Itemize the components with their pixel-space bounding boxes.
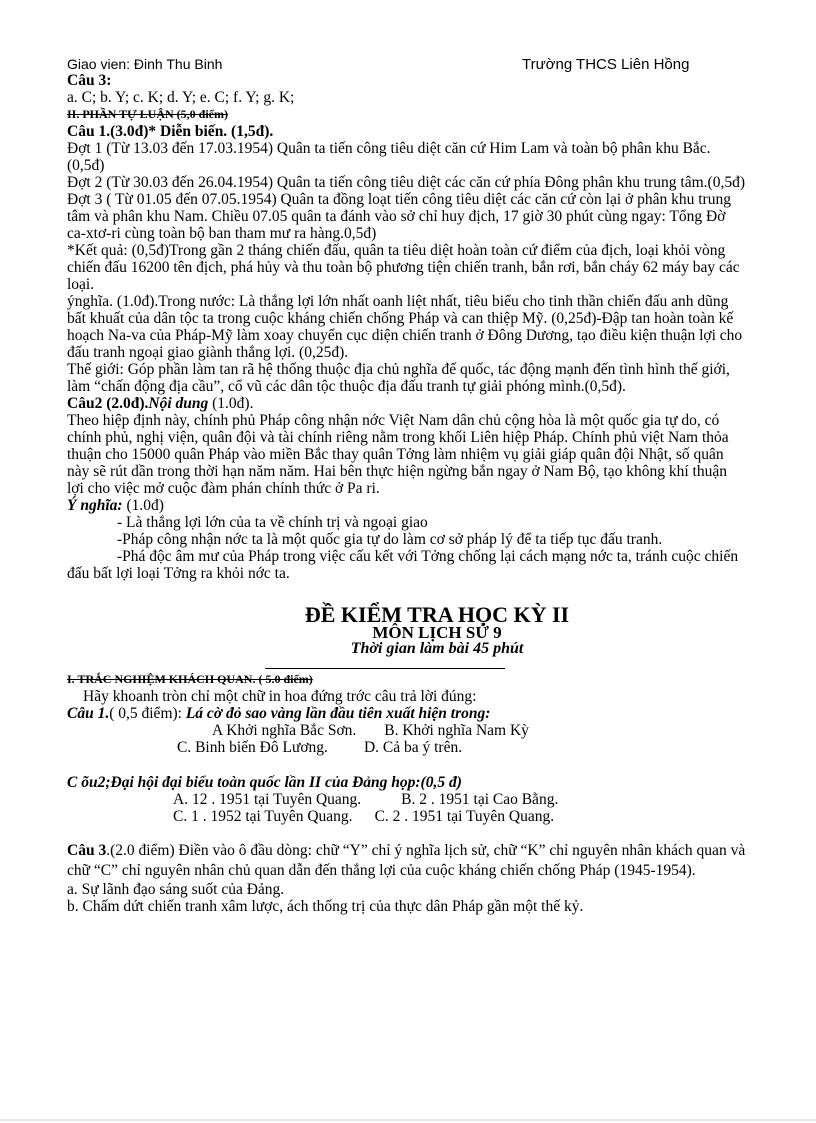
q1-options-row2: [67, 739, 747, 756]
q1-option-a: A Khởi nghĩa Bắc Sơn.: [212, 722, 357, 739]
cau3-answers: a. C; b. Y; c. K; d. Y; e. C; f. Y; g. K;: [67, 89, 295, 106]
q2-options-row2: [67, 808, 747, 825]
essay-section-title: II. PHẦN TỰ LUẬN (5,0 điểm): [67, 107, 228, 121]
ynghia2-points: (1.0đ): [122, 497, 164, 514]
q3-paragraph: [67, 841, 747, 881]
q1-label: Câu 1.: [67, 705, 110, 722]
q1-points: ( 0,5 điểm):: [109, 705, 182, 722]
ynghia-point-1: - Là thắng lợi lớn của ta về chính trị và ngoại giao: [117, 514, 428, 531]
school-name: Trường THCS Liên Hồng: [522, 56, 690, 73]
cau1-heading: Câu 1.(3.0đ)* Diễn biến. (1,5đ).: [67, 123, 274, 140]
cau3-title: Câu 3:: [67, 72, 112, 89]
ynghia-trongnuoc-paragraph: ýnghĩa. (1.0đ).Trong nước: Là thắng lợi lớn nhất oanh liệt nhất, tiêu biểu cho tinh thần chiến đấu anh dũng bất khuất của dân tộc ta trong cuộc kháng chiến chống Pháp và can thiệp Mỹ. (0,25đ)-Đập tan hoàn toàn kế hoạch Na-va của Pháp-Mỹ làm xoay chuyển cục diện chiến tranh ở Đông Dương, tạo điều kiện thuận lợi cho đấu tranh ngoại giao giành thắng lợi. (0,25đ).: [67, 293, 743, 361]
q1-options-row1: [67, 722, 747, 739]
exam-title: ĐỀ KIỂM TRA HỌC KỲ II: [304, 602, 570, 627]
exam-time: Thời gian làm bài 45 phút: [350, 640, 524, 657]
noidung-paragraph: Theo hiệp định này, chính phủ Pháp công nhận nớc Việt Nam dân chủ cộng hòa là một quốc gia tự do, có chính phủ, nghị viện, quân đội và tài chính riêng nằm trong khối Liên hiệp Pháp. Chính phủ việt Nam thỏa thuận cho 15000 quân Pháp vào miền Bắc thay quân Tởng làm nhiệm vụ giải giáp quân đội Nhật, số quân này sẽ rút dần trong thời hạn năm năm. Hai bên thực hiện ngừng bắn ngay ở Nam Bộ, tạo không khí thuận lợi cho việc mở cuộc đàm phán chính thức ở Pa ri.: [67, 412, 729, 497]
mcq-instruction: Hãy khoanh tròn chỉ một chữ in hoa đứng trớc câu trả lời đúng:: [83, 688, 477, 705]
dot3-paragraph: Đợt 3 ( Từ 01.05 đến 07.05.1954) Quân ta đồng loạt tiến công tiêu diệt các căn cứ còn lại ở phân khu trung tâm và phân khu Nam. Chiều 07.05 quân ta đánh vào sở chỉ huy địch, 17 giờ 30 phút cùng ngay: Tổng Đờ ca-xtơ-ri cùng toàn bộ ban tham mư ra hàng.0,5đ): [67, 191, 731, 242]
thegioi-paragraph: Thế giới: Góp phần làm tan rã hệ thống thuộc địa chủ nghĩa đế quốc, tác động mạnh đến tình hình thế giới, làm “chấn động địa cầu”, cổ vũ các dân tộc thuộc địa đấu tranh tự giải phóng mình.(0,5đ).: [67, 361, 730, 395]
q1-text: Lá cờ đỏ sao vàng lần đầu tiên xuất hiện trong:: [181, 705, 491, 722]
exam-subject: MÔN LỊCH SỬ 9: [372, 623, 502, 642]
page-bottom-edge: [0, 1119, 816, 1121]
ynghia-point-3: -Phá độc âm mư của Pháp trong việc cấu kết với Tởng chống lại cách mạng nớc ta, tránh cuộc chiến đấu bất lợi loại Tởng ra khỏi nớc ta.: [67, 548, 739, 582]
q2-text: C õu2;Đại hội đại biểu toàn quốc lần II của Đảng họp:(0,5 đ): [67, 774, 462, 791]
dot1-paragraph: Đợt 1 (Từ 13.03 đến 17.03.1954) Quân ta tiến công tiêu diệt căn cứ Him Lam và toàn bộ phân khu Bắc.(0,5đ): [67, 140, 711, 174]
q1-option-d: D. Cả ba ý trên.: [363, 739, 463, 756]
title-divider: [265, 668, 505, 669]
teacher-name: Giao vien: Đinh Thu Binh: [67, 56, 223, 72]
q2-option-b: B. 2 . 1951 tại Cao Bằng.: [401, 791, 559, 808]
q1-option-b: B. Khởi nghĩa Nam Kỳ: [384, 722, 529, 739]
ynghia2-heading: [67, 497, 747, 514]
document-body: [67, 72, 747, 915]
q3-label: Câu 3: [67, 842, 107, 859]
noidung-points: (1.0đ).: [208, 395, 254, 412]
cau2-label: Câu2 (2.0đ).: [67, 395, 149, 412]
noidung-label: Nội dung: [148, 395, 209, 412]
q1-option-c: C. Binh biến Đô Lương.: [177, 739, 328, 756]
dot2-paragraph: Đợt 2 (Từ 30.03 đến 26.04.1954) Quân ta tiến công tiêu diệt các căn cứ phía Đông phân khu trung tâm.(0,5đ): [67, 174, 745, 191]
ynghia-point-2: -Pháp công nhận nớc ta là một quốc gia tự do làm cơ sở pháp lý để ta tiếp tục đấu tranh.: [117, 531, 663, 548]
q2-option-a: A. 12 . 1951 tại Tuyên Quang.: [173, 791, 362, 808]
q3-option-a: a. Sự lãnh đạo sáng suốt của Đảng.: [67, 881, 285, 898]
mcq-section-title: I. TRẮC NGHIỆM KHÁCH QUAN. ( 5.0 điểm): [67, 672, 313, 686]
q2-option-c2: C. 2 . 1951 tại Tuyên Quang.: [374, 808, 555, 825]
q3-option-b: b. Chấm dứt chiến tranh xâm lược, ách thống trị của thực dân Pháp gần một thế kỷ.: [67, 898, 584, 915]
q2-option-c1: C. 1 . 1952 tại Tuyên Quang.: [173, 808, 353, 825]
cau2-heading: [67, 395, 747, 412]
q1-heading: [67, 705, 747, 722]
q3-text: .(2.0 điểm) Điền vào ô đầu dòng: chữ “Y” chỉ ý nghĩa lịch sử, chữ “K” chỉ nguyên nhân khách quan và chữ “C” chỉ nguyên nhân chủ quan dẫn đến thắng lợi của cuộc kháng chiến chống Pháp (1945-1954).: [67, 842, 746, 879]
ketqua-paragraph: *Kết quả: (0,5đ)Trong gần 2 tháng chiến đấu, quân ta tiêu diệt hoàn toàn cứ điểm của địch, loại khỏi vòng chiến đấu 16200 tên địch, phá hủy và thu toàn bộ phương tiện chiến tranh, bắn rơi, bắn cháy 62 máy bay các loại.: [67, 242, 740, 293]
ynghia2-label: Ý nghĩa:: [67, 497, 123, 514]
q2-options-row1: [67, 791, 747, 808]
